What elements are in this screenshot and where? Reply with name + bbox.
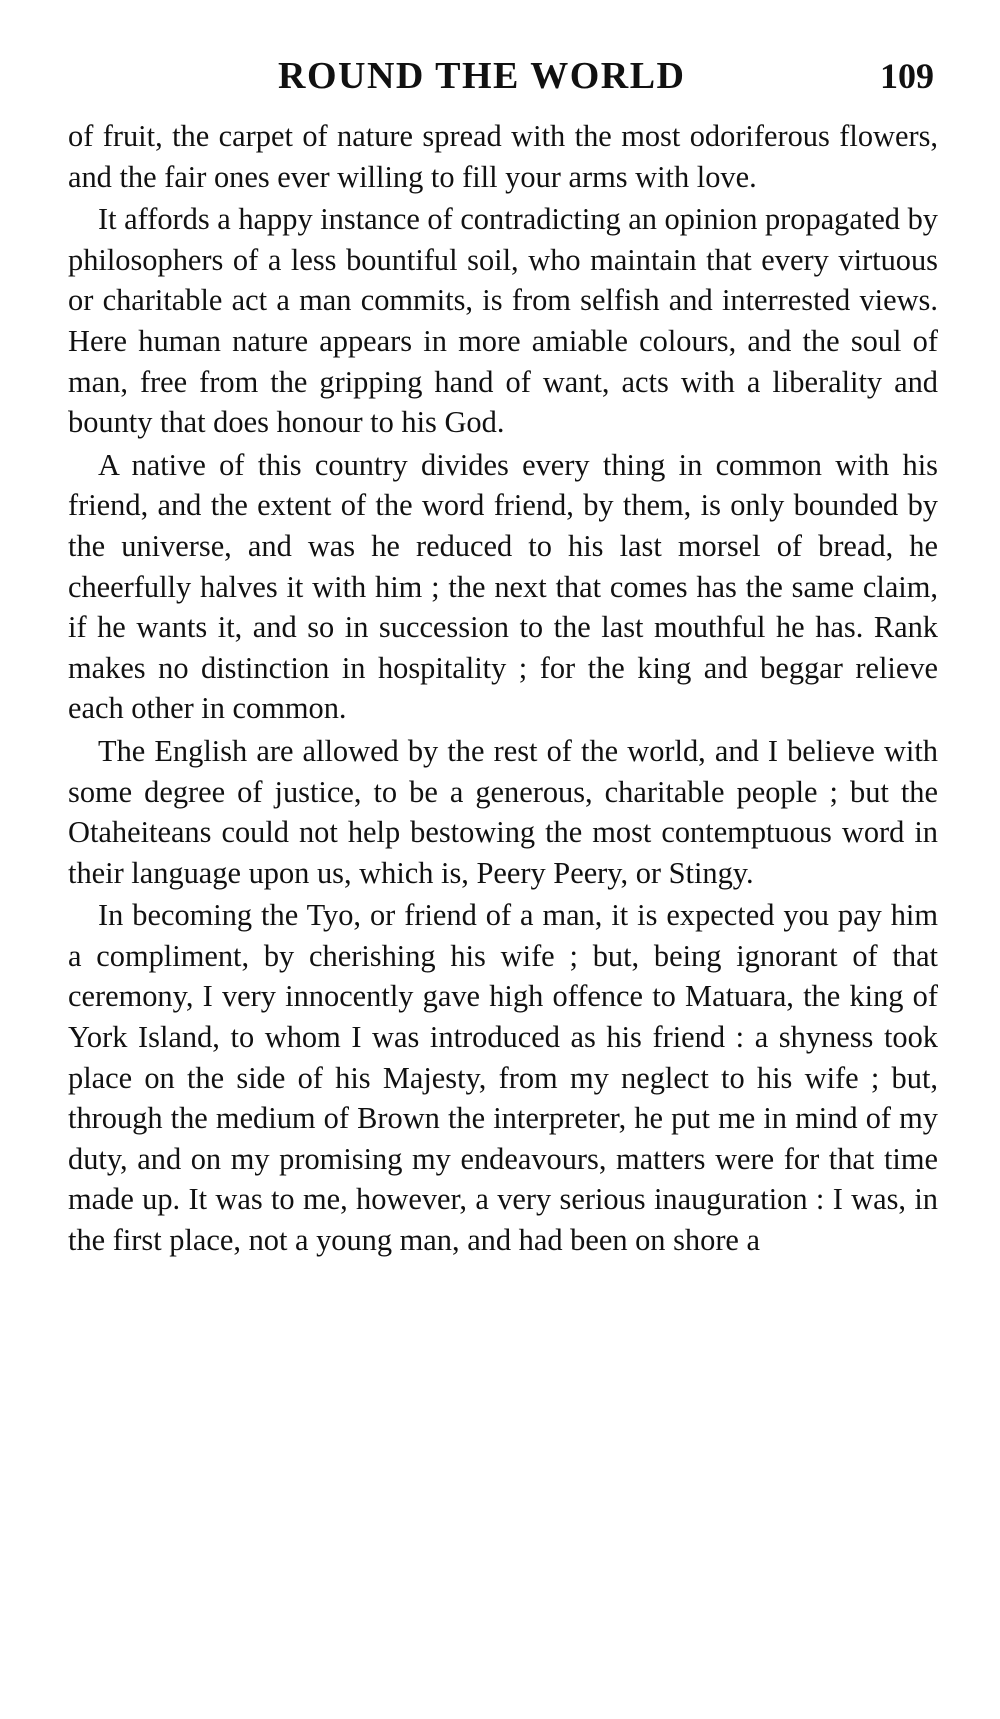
- body-text: [68, 116, 938, 1261]
- paragraph: A native of this country divides every thing in common with his friend, and the extent of the word friend, by them, is only bounded by the universe, and was he reduced to his last morsel of bread, he cheerfully halves it with him ; the next that comes has the same claim, if he wants it, and so in succession to the last mouthful he has. Rank makes no distinction in hospitality ; for the king and beggar relieve each other in common.: [68, 447, 938, 726]
- paragraph: The English are allowed by the rest of the world, and I believe with some degree of justice, to be a generous, charitable people ; but the Otaheiteans could not help bestowing the most contemptuous word in their language upon us, which is, Peery Peery, or Stingy.: [68, 733, 938, 890]
- running-title: ROUND THE WORLD: [278, 55, 686, 97]
- paragraph: It affords a happy instance of contradicting an opinion propagated by philosophers of a less bountiful soil, who maintain that every virtuous or charitable act a man commits, is from selfish and interrested views. Here human nature appears in more amiable colours, and the soul of man, free from the gripping hand of want, acts with a liberality and bounty that does honour to his God.: [68, 202, 938, 440]
- paragraph: In becoming the Tyo, or friend of a man, it is expected you pay him a compliment, by cherishing his wife ; but, being ignorant of that ceremony, I very innocently gave high offence to Matuara, the king of York Island, to whom I was introduced as his friend : a shyness took place on the side of his Majesty, from my neglect to his wife ; but, through the medium of Brown the interpreter, he put me in mind of my duty, and on my promising my endeavours, matters were for that time made up. It was to me, however, a very serious inauguration : I was, in the first place, not a young man, and had been on shore a: [68, 898, 938, 1258]
- page-header: [68, 52, 938, 100]
- paragraph-continued: of fruit, the carpet of nature spread with the most odoriferous flowers, and the fair ones ever willing to fill your arms with love.: [68, 119, 938, 194]
- page-number: 109: [880, 56, 934, 96]
